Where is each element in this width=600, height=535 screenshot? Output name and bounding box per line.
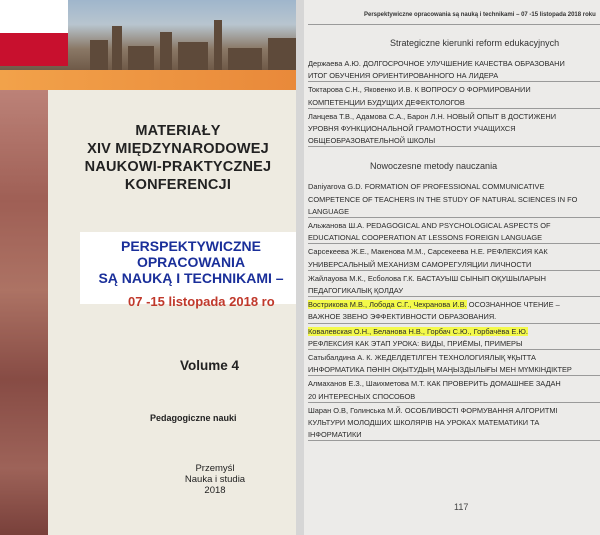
entry-title-continuation: ИНФОРМАТИКА ПӘНІН ОҚЫТУДЫҢ МАҢЫЗДЫЛЫҒЫ МЕН МҮМКІНДІКТЕР — [308, 365, 572, 375]
toc-entry-line — [308, 181, 600, 193]
entry-title-continuation: LANGUAGE — [308, 206, 350, 216]
entry-title-continuation: COMPETENCE OF TEACHERS IN THE STUDY OF NATURAL SCIENCES IN FO — [308, 194, 578, 204]
entry-title-continuation: ПЕДАГОГИКАЛЫҚ ҚОЛДАУ — [308, 286, 404, 295]
entry-authors: Альжанова Ш.А. — [308, 221, 365, 230]
photo-divider — [296, 0, 304, 535]
entry-rule — [308, 296, 600, 297]
entry-title-continuation: УРОВНЯ ФУНКЦИОНАЛЬНОЙ ГРАМОТНОСТИ УЧАЩИХСЯ — [308, 124, 516, 133]
section-heading: Nowoczesne metody nauczania — [370, 161, 498, 172]
entry-title-continuation: EDUCATIONAL COOPERATION AT LESSONS FOREIGN LANGUAGE — [308, 233, 543, 243]
cover-subtitle-line: SĄ NAUKĄ I TECHNIKAMI – — [98, 270, 284, 286]
cover-title — [60, 122, 296, 194]
series-label: Pedagogiczne nauki — [150, 413, 237, 423]
entry-authors: Шаран О.В, Голинська М.Й. — [308, 405, 403, 415]
entry-title-continuation: УНИВЕРСАЛЬНЫЙ МЕХАНИЗМ САМОРЕГУЛЯЦИИ ЛИЧНОСТИ — [308, 259, 532, 269]
publisher-line: Nauka i studia — [184, 474, 246, 485]
entry-title: КАК ПРОВЕРИТЬ ДОМАШНЕЕ ЗАДАН — [427, 379, 561, 389]
book-cover — [0, 0, 296, 535]
entry-rule — [308, 375, 600, 376]
entry-rule — [308, 108, 600, 109]
toc-entry-line — [308, 299, 600, 311]
cover-subtitle-line: OPRACOWANIA — [136, 254, 246, 270]
cover-subtitle-line: PERSPEKTYWICZNE — [120, 238, 261, 254]
entry-authors: Ланцева Т.В., Адамова С.А., Барон Л.Н. — [308, 111, 445, 121]
cover-title-line: XIV MIĘDZYNARODOWEJ — [87, 141, 269, 157]
entry-title: НОВЫЙ ОПЫТ В ДОСТИЖЕНИ — [446, 111, 557, 121]
publisher-line: 2018 — [204, 485, 226, 496]
entry-authors: Жайлауова М.К., Есболова Г.К. — [308, 273, 415, 283]
entry-title: К ВОПРОСУ О ФОРМИРОВАНИИ — [414, 85, 531, 95]
entry-authors: Сарсекеева Ж.Е., Макенова М.М., Сарсекеева Н.Е. — [308, 247, 485, 257]
publisher-line: Przemyśl — [195, 463, 235, 474]
toc-entry-line — [308, 378, 600, 390]
section-heading: Strategiczne kierunki reform edukacyjnych — [390, 38, 560, 48]
running-head: Perspektywiczne opracowania są nauką i technikami – 07 -15 listopada 2018 roku — [364, 12, 596, 18]
page-number: 117 — [454, 502, 469, 512]
entry-authors: Держаева А.Ю. — [308, 59, 361, 68]
cover-title-line: MATERIAŁY — [135, 123, 221, 139]
toc-entry-line — [308, 352, 600, 364]
toc-entry-line — [308, 246, 600, 258]
entry-title: РЕФЛЕКСИЯ КАК — [486, 247, 548, 257]
entry-title: ЖЕДЕЛДЕТІЛГЕН ТЕХНОЛОГИЯЛЫҚ ҰҚЫТТА — [374, 353, 536, 362]
entry-rule — [308, 146, 600, 147]
entry-authors: Вострикова М.В., Лобода С.Г., Чехранова И.В. — [308, 300, 467, 310]
entry-authors: Сатыбалдина А. К. — [308, 353, 373, 362]
toc-entry-line — [308, 58, 600, 70]
cover-title-line: KONFERENCJI — [124, 177, 232, 193]
entry-title-continuation: ИТОГ ОБУЧЕНИЯ ОРИЕНТИРОВАННОГО НА ЛИДЕРА — [308, 71, 499, 81]
polish-flag-image — [0, 0, 68, 66]
toc-entry-line — [308, 273, 600, 285]
entry-title-continuation: ВАЖНОЕ ЗВЕНО ЭФФЕКТИВНОСТИ ОБРАЗОВАНИЯ. — [308, 312, 497, 322]
entry-title: ОСОЗНАННОЕ ЧТЕНИЕ – — [468, 300, 560, 310]
entry-rule — [308, 217, 600, 218]
architecture-photo-column — [0, 90, 48, 535]
entry-title: ДОЛГОСРОЧНОЕ УЛУЧШЕНИЕ КАЧЕСТВА ОБРАЗОВАНИ — [362, 59, 565, 68]
toc-entry-line — [308, 405, 600, 417]
header-rule — [308, 24, 600, 25]
entry-rule — [308, 440, 600, 441]
cover-subtitle — [86, 238, 296, 286]
entry-rule — [308, 402, 600, 403]
entry-title-continuation: КУЛЬТУРИ МОЛОДШИХ ШКОЛЯРІВ НА УРОКАХ МАТЕМАТИКИ ТА — [308, 418, 540, 427]
entry-authors: Daniyarova G.D. — [308, 182, 363, 192]
cover-title-line: NAUKOWI-PRAKTYCZNEJ — [84, 159, 272, 175]
entry-title-continuation: ОБЩЕОБРАЗОВАТЕЛЬНОЙ ШКОЛЫ — [308, 136, 436, 146]
toc-entry-line — [308, 111, 600, 123]
entry-title-continuation: РЕФЛЕКСИЯ КАК ЭТАП УРОКА: ВИДЫ, ПРИЁМЫ, ПРИМЕРЫ — [308, 338, 523, 348]
entry-rule — [308, 81, 600, 82]
toc-entry-line — [308, 220, 600, 232]
toc-entry-line — [308, 326, 600, 338]
contents-page — [304, 0, 600, 535]
entry-authors: Токтарова С.Н., Яковенко И.В. — [308, 85, 413, 95]
entry-title: PEDAGOGICAL AND PSYCHOLOGICAL ASPECTS OF — [366, 221, 551, 230]
conference-dates: 07 -15 listopada 2018 ro — [128, 294, 275, 309]
entry-rule — [308, 243, 600, 244]
entry-title: FORMATION OF PROFESSIONAL COMMUNICATIVE — [364, 182, 545, 192]
entry-rule — [308, 349, 600, 350]
entry-title-continuation: КОМПЕТЕНЦИИ БУДУЩИХ ДЕФЕКТОЛОГОВ — [308, 97, 465, 107]
entry-rule — [308, 323, 600, 324]
entry-title: БАСТАУЫШ СЫНЫП ОҚУШЫЛАРЫН — [416, 273, 546, 283]
entry-title-continuation: ІНФОРМАТИКИ — [308, 430, 362, 440]
entry-title-continuation: 20 ИНТЕРЕСНЫХ СПОСОБОВ — [308, 391, 416, 401]
entry-authors: Ковалевская О.Н., Беланова Н.В., Горбач С.Ю., Горбачёва Е.Ю. — [308, 326, 528, 336]
entry-title: ОСОБЛИВОСТІ ФОРМУВАННЯ АЛГОРИТМІ — [404, 405, 558, 415]
volume-label: Volume 4 — [180, 358, 240, 373]
orange-band — [0, 70, 296, 90]
publisher-block — [170, 463, 260, 496]
entry-authors: Алмаханов Е.З., Шаихметова М.Т. — [308, 379, 425, 389]
toc-entry-line — [308, 84, 600, 96]
entry-rule — [308, 270, 600, 271]
